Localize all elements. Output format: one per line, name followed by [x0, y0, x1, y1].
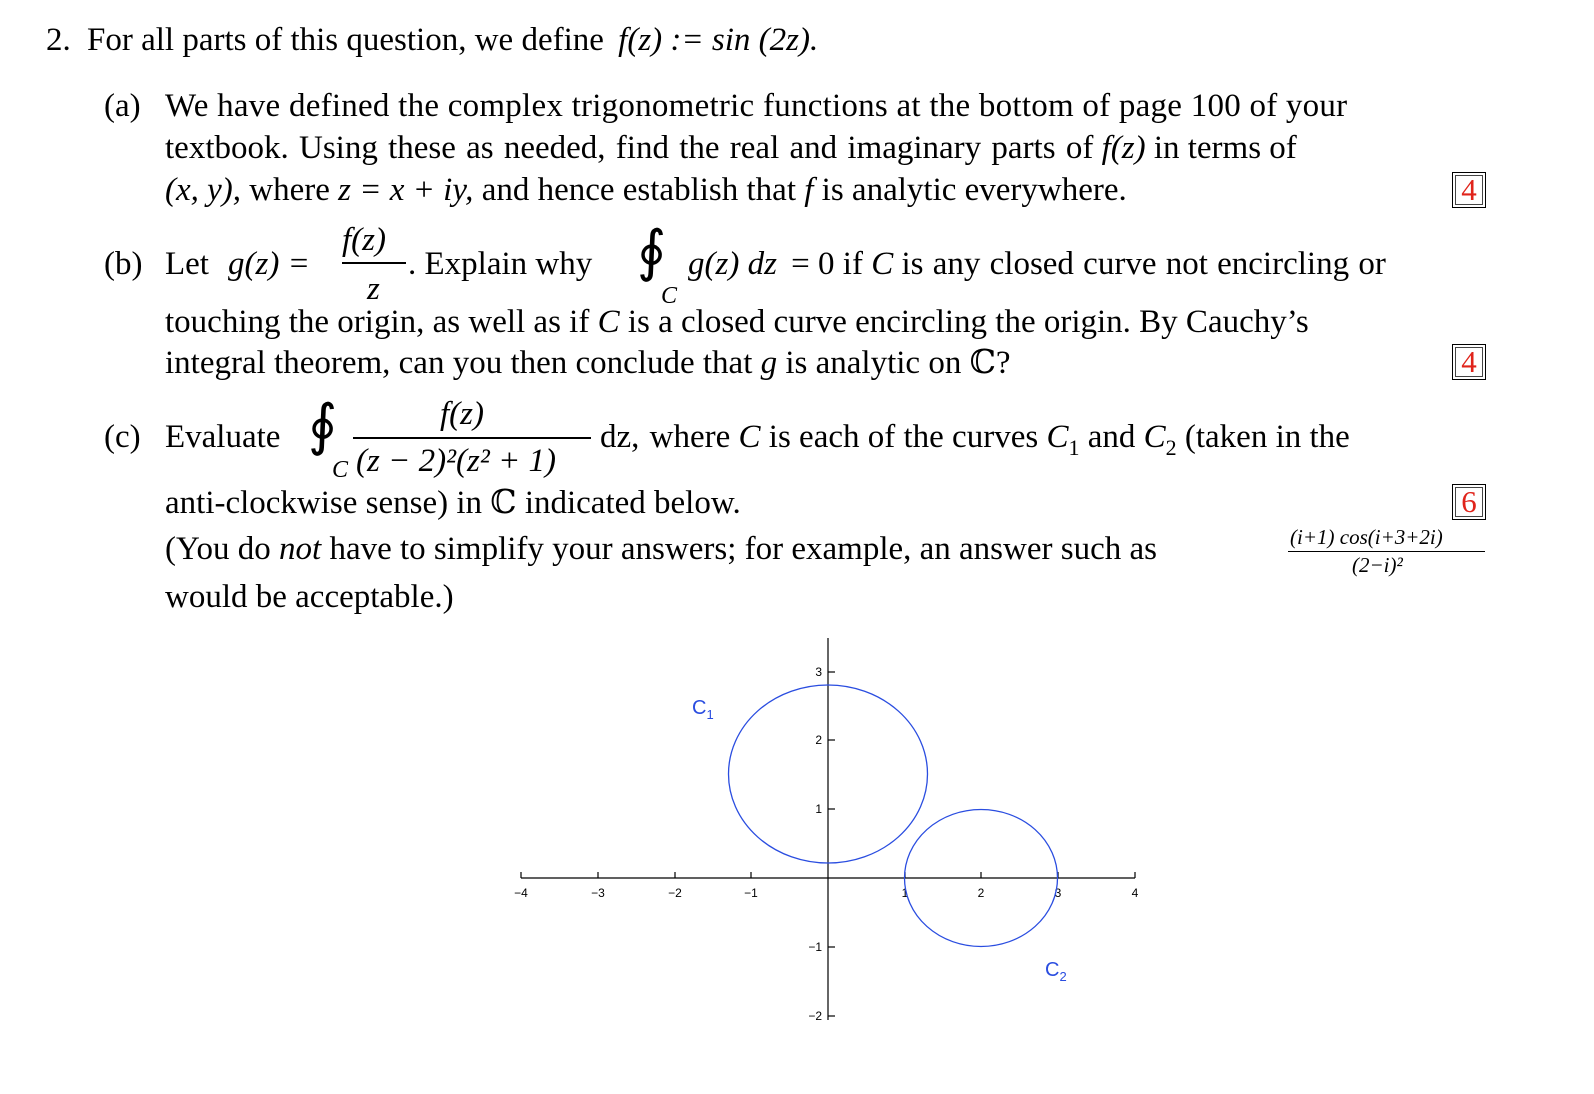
- part-b-integrand: g(z) dz = 0 if C is any closed curve not encircling or: [688, 246, 1386, 282]
- x-tick-label: −1: [744, 886, 758, 900]
- part-a-line2: textbook. Using these as needed, find the real and imaginary parts of f(z) in terms of: [165, 130, 1297, 166]
- part-b-frac-num: f(z): [342, 222, 386, 258]
- part-a-marks: 4: [1452, 172, 1486, 208]
- y-tick-label: −1: [808, 940, 822, 954]
- x-tick-label: 2: [977, 886, 985, 900]
- part-c-contour-integral-sign: ∮: [308, 393, 338, 458]
- part-c-marks: 6: [1452, 484, 1486, 520]
- part-b-g-lhs: g(z) =: [228, 246, 310, 282]
- question-definition: f(z) := sin (2z).: [618, 22, 819, 58]
- part-b-explain: . Explain why: [408, 246, 593, 282]
- curve-label-c2: $C_2$: [1045, 959, 1067, 984]
- part-c-example-num: (i+1) cos(i+3+2i): [1290, 525, 1443, 549]
- axes: [521, 638, 1135, 1020]
- part-c-line2: anti-clockwise sense) in ℂ indicated below.: [165, 485, 741, 521]
- curve-label-c1: $C_1$: [692, 697, 714, 722]
- question-number: 2.: [46, 22, 71, 58]
- part-b-label: (b): [104, 246, 143, 282]
- part-c-label: (c): [104, 419, 141, 455]
- x-tick-labels: [514, 886, 1139, 900]
- part-c-example-den: (2−i)²: [1352, 553, 1403, 577]
- part-c-integral-sub: C: [332, 457, 349, 483]
- part-b-integral-sub: C: [661, 283, 678, 309]
- part-b-line3: integral theorem, can you then conclude that g is analytic on ℂ?: [165, 345, 1011, 381]
- part-c-frac-num: f(z): [440, 396, 484, 432]
- question-intro: For all parts of this question, we define: [87, 22, 604, 58]
- part-b-marks: 4: [1452, 344, 1486, 380]
- curve-name-c2: $C_2$: [1143, 419, 1177, 460]
- part-b-let: Let: [165, 246, 209, 282]
- part-a-line3: (x, y), where z = x + iy, and hence establish that f is analytic everywhere.: [165, 172, 1127, 208]
- x-tick-label: −3: [591, 886, 605, 900]
- curve-name-c1: $C_1$: [1046, 419, 1080, 460]
- x-tick-label: 3: [1054, 886, 1062, 900]
- y-tick-label: 2: [815, 733, 822, 747]
- part-c-line1-rest: dz, where C is each of the curves $C_1$ and $C_2$ (taken in the: [600, 419, 1350, 460]
- x-tick-label: −2: [668, 886, 682, 900]
- part-b-line2: touching the origin, as well as if C is a closed curve encircling the origin. By Cauchy’s: [165, 304, 1309, 340]
- y-tick-labels: [808, 665, 822, 1023]
- part-a-line1: We have defined the complex trigonometric functions at the bottom of page 100 of your: [165, 88, 1348, 124]
- part-b-frac-den: z: [367, 271, 380, 307]
- x-tick-label: 1: [901, 886, 909, 900]
- part-b-contour-integral-sign: ∮: [637, 219, 667, 284]
- y-tick-marks: [828, 672, 835, 1016]
- y-tick-label: −2: [808, 1009, 822, 1023]
- part-c-evaluate: Evaluate: [165, 419, 281, 455]
- part-c-frac-den: (z − 2)²(z² + 1): [356, 443, 556, 479]
- part-a-label: (a): [104, 88, 141, 124]
- x-tick-label: −4: [514, 886, 528, 900]
- x-tick-label: 4: [1131, 886, 1139, 900]
- y-tick-label: 1: [815, 802, 822, 816]
- y-tick-label: 3: [815, 665, 822, 679]
- part-c-line4: would be acceptable.): [165, 579, 454, 615]
- part-c-line3: (You do not have to simplify your answers; for example, an answer such as: [165, 531, 1157, 567]
